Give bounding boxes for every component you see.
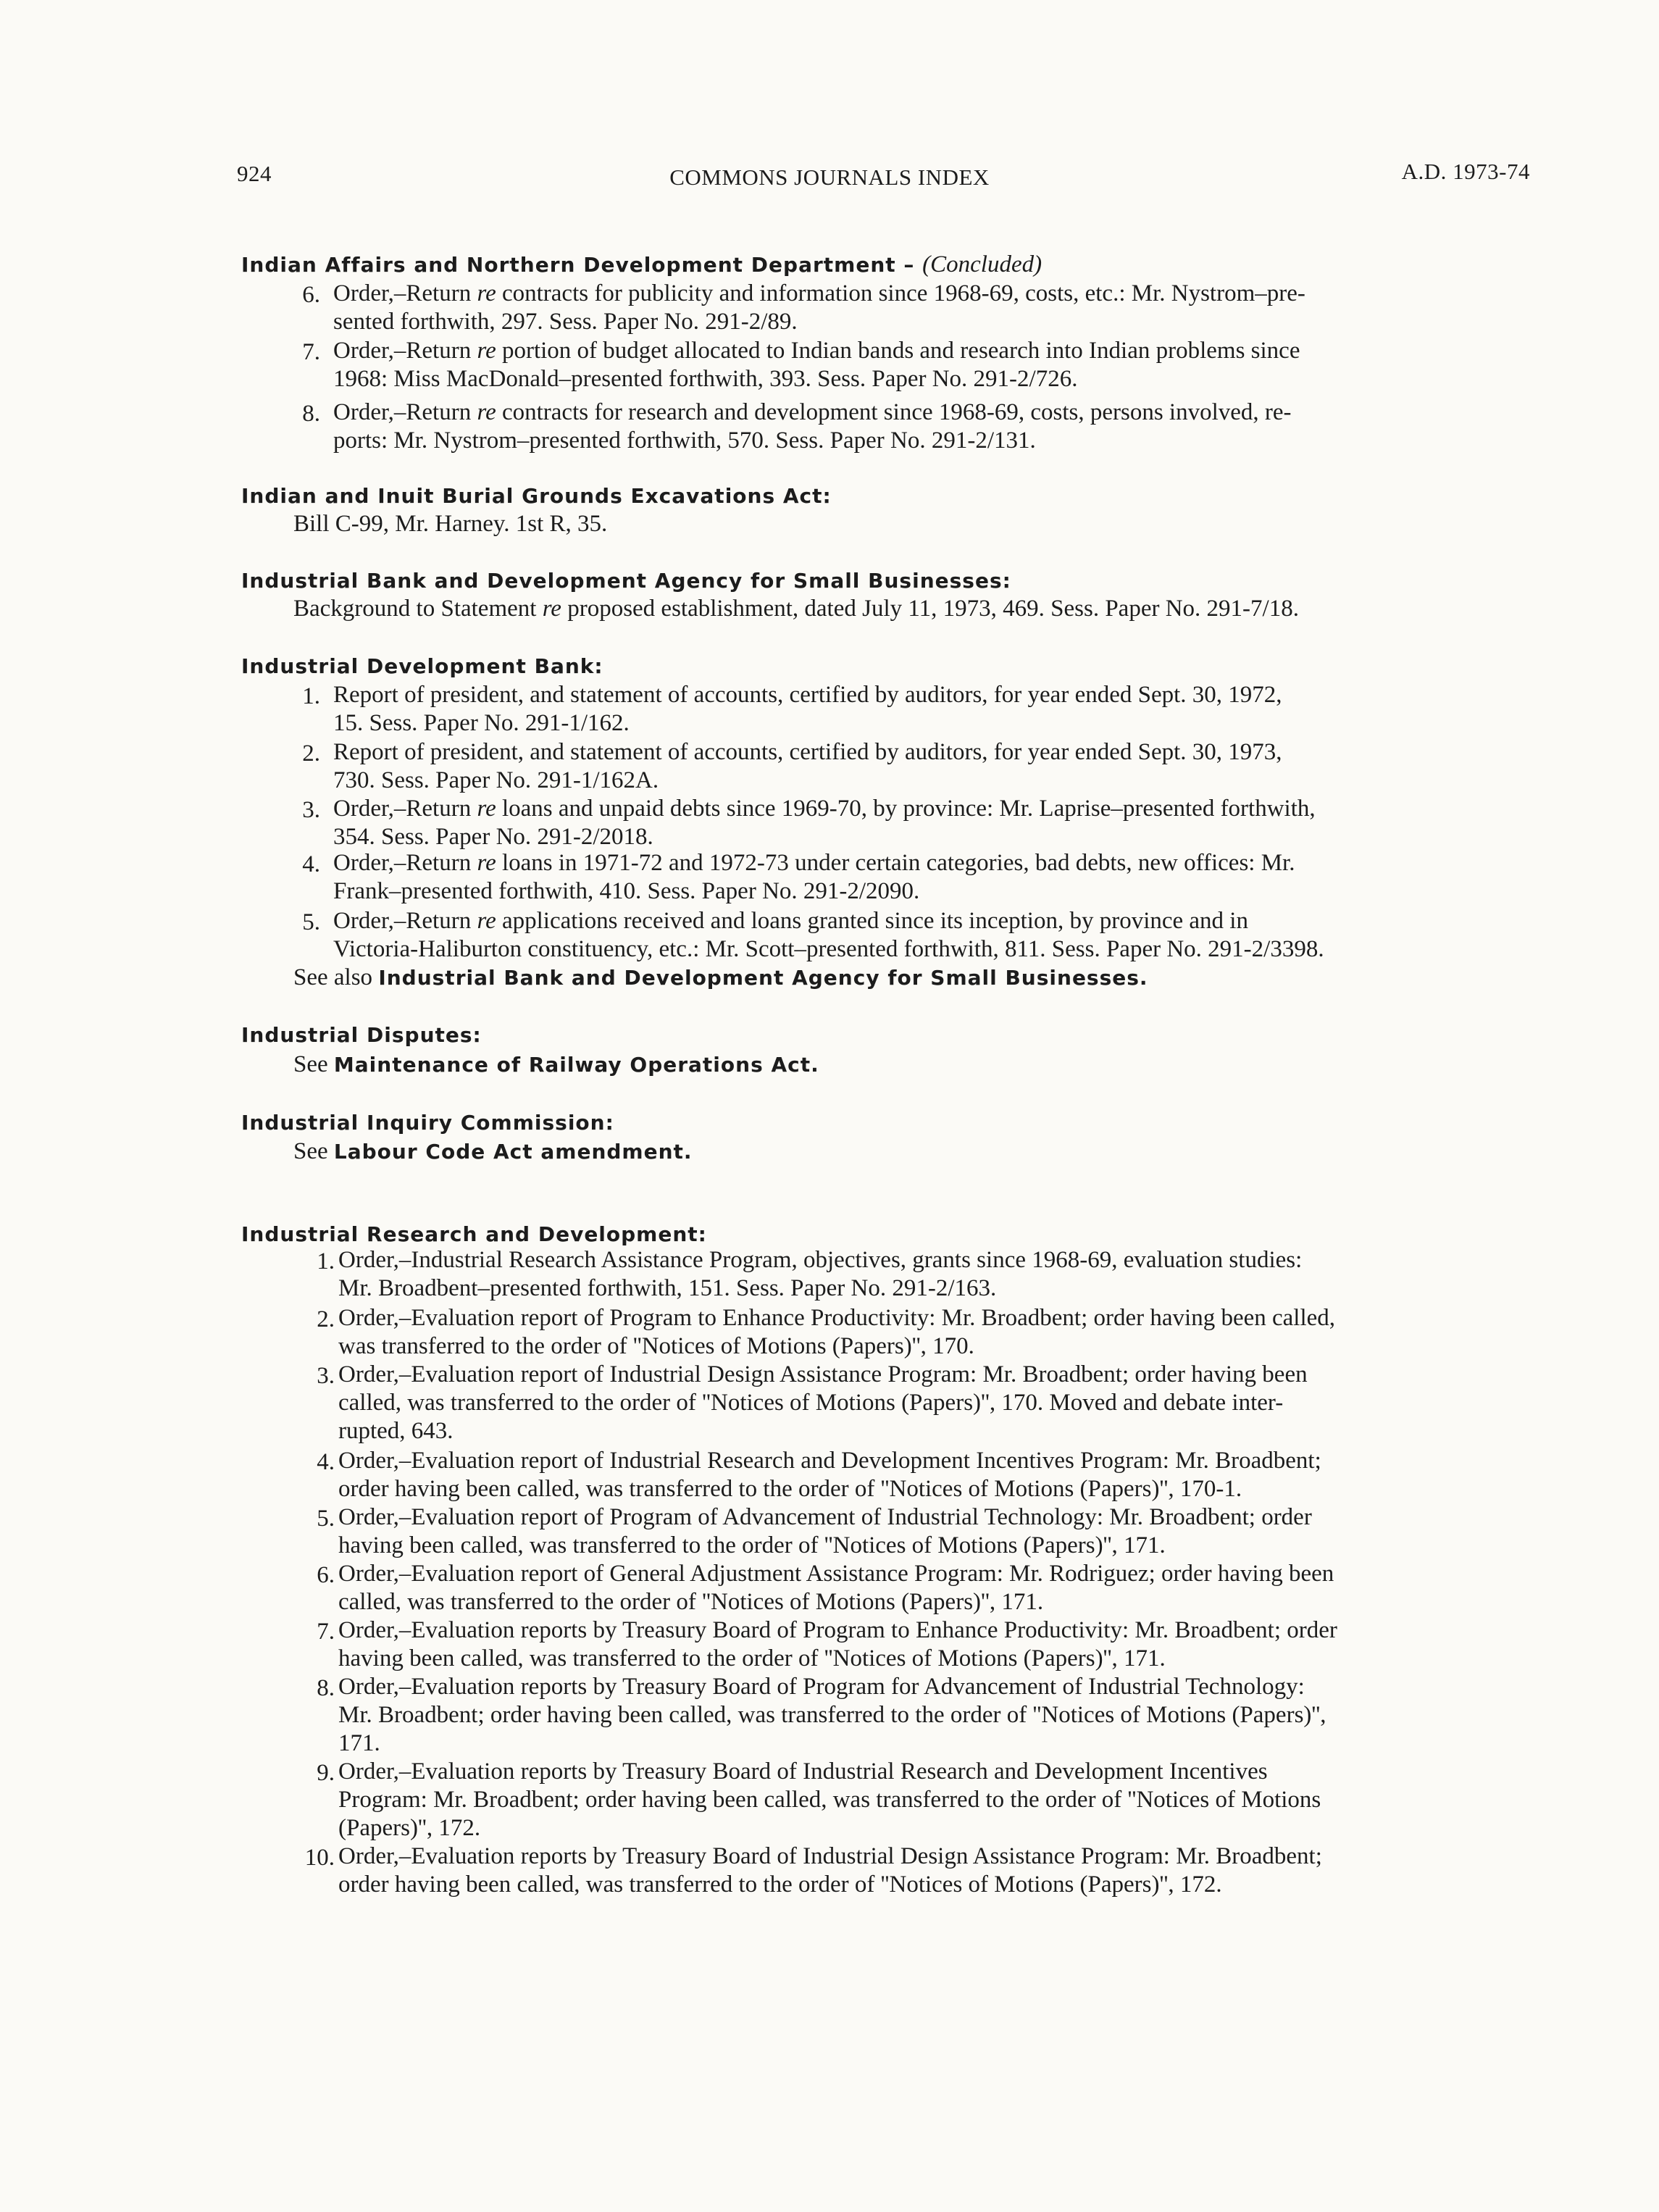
item-line: called, was transferred to the order of ''Notices of Motions (Papers)'', 171.: [338, 1589, 1044, 1615]
item-line: 730. Sess. Paper No. 291-1/162A.: [333, 767, 659, 793]
item-number: 5.: [317, 1506, 335, 1532]
item-number: 2.: [317, 1306, 335, 1332]
item-number: 3.: [317, 1363, 335, 1389]
item-number: 5.: [302, 909, 320, 935]
session-years: A.D. 1973-74: [1401, 159, 1530, 184]
item-line: Report of president, and statement of accounts, certified by auditors, for year ended Sept. 30, 1973,: [333, 739, 1282, 765]
item-number: 8.: [302, 401, 320, 427]
item-number: 1.: [302, 683, 320, 709]
list-item: [333, 738, 1533, 795]
page-number: 924: [237, 161, 272, 186]
list-item: [338, 1361, 1539, 1445]
entry-title-indian-affairs: [241, 251, 1042, 278]
item-line: sented forthwith, 297. Sess. Paper No. 291-2/89.: [333, 309, 798, 335]
item-number: 6.: [317, 1562, 335, 1588]
entry-title-text: Indian Affairs and Northern Development Department –: [241, 253, 915, 277]
see-reference: See Maintenance of Railway Operations Act.: [293, 1051, 819, 1077]
item-line: Order,–Evaluation reports by Treasury Board of Industrial Research and Development Incentives: [338, 1758, 1268, 1785]
item-number: 2.: [302, 740, 320, 767]
list-item: [333, 907, 1533, 964]
item-line: Order,–Evaluation reports by Treasury Board of Program for Advancement of Industrial Technology:: [338, 1674, 1305, 1700]
list-item: [333, 280, 1533, 336]
list-item: [338, 1447, 1539, 1503]
item-line: order having been called, was transferred to the order of ''Notices of Motions (Papers)'', 170-1.: [338, 1476, 1242, 1502]
list-item: [338, 1560, 1539, 1616]
item-line: Order,–Evaluation reports by Treasury Board of Industrial Design Assistance Program: Mr. Broadbent;: [338, 1843, 1322, 1869]
list-item: [338, 1758, 1539, 1842]
list-item: [333, 398, 1533, 455]
item-number: 7.: [302, 339, 320, 365]
item-line: 1968: Miss MacDonald–presented forthwith, 393. Sess. Paper No. 291-2/726.: [333, 366, 1078, 392]
entry-title-industrial-inquiry: Industrial Inquiry Commission:: [241, 1111, 614, 1135]
list-item: [338, 1304, 1539, 1361]
item-line: order having been called, was transferred to the order of ''Notices of Motions (Papers)'', 172.: [338, 1871, 1222, 1898]
item-line: Program: Mr. Broadbent; order having been called, was transferred to the order of ''Notices of Motions: [338, 1787, 1321, 1813]
item-line: was transferred to the order of ''Notices of Motions (Papers)'', 170.: [338, 1333, 974, 1359]
item-line: Order,–Return re loans and unpaid debts since 1969-70, by province: Mr. Laprise–presented forthwith,: [333, 796, 1316, 822]
item-number: 6.: [302, 282, 320, 308]
entry-title-industrial-bank-agency: Industrial Bank and Development Agency for Small Businesses:: [241, 569, 1011, 593]
list-item: [333, 849, 1533, 906]
item-number: 10.: [304, 1845, 335, 1871]
item-number: 1.: [317, 1248, 335, 1274]
continued-note: (Concluded): [922, 251, 1042, 277]
item-line: Order,–Evaluation report of General Adjustment Assistance Program: Mr. Rodriguez; order having been: [338, 1561, 1334, 1587]
item-line: ports: Mr. Nystrom–presented forthwith, 570. Sess. Paper No. 291-2/131.: [333, 427, 1036, 454]
list-item: [333, 795, 1533, 851]
item-line: Order,–Evaluation report of Program of Advancement of Industrial Technology: Mr. Broadbent; order: [338, 1504, 1312, 1530]
item-line: 171.: [338, 1730, 380, 1756]
see-reference: See Labour Code Act amendment.: [293, 1138, 693, 1164]
cross-reference: Labour Code Act amendment.: [333, 1140, 693, 1164]
item-line: Frank–presented forthwith, 410. Sess. Paper No. 291-2/2090.: [333, 878, 920, 904]
item-line: having been called, was transferred to the order of ''Notices of Motions (Papers)'', 171.: [338, 1532, 1166, 1558]
item-line: Order,–Evaluation report of Industrial Research and Development Incentives Program: Mr. Broadbent;: [338, 1448, 1321, 1474]
item-line: Report of president, and statement of accounts, certified by auditors, for year ended Sept. 30, 1972,: [333, 682, 1282, 708]
list-item: [333, 337, 1533, 393]
item-line: rupted, 643.: [338, 1418, 454, 1444]
item-line: Order,–Return re contracts for research and development since 1968-69, costs, persons involved, re-: [333, 399, 1292, 425]
item-line: Order,–Return re portion of budget allocated to Indian bands and research into Indian problems since: [333, 338, 1300, 364]
entry-title-burial-grounds: Indian and Inuit Burial Grounds Excavations Act:: [241, 484, 832, 508]
item-line: called, was transferred to the order of ''Notices of Motions (Papers)'', 170. Moved and debate inter-: [338, 1390, 1284, 1416]
entry-title-industrial-disputes: Industrial Disputes:: [241, 1023, 482, 1047]
list-item: [338, 1616, 1539, 1673]
item-number: 8.: [317, 1675, 335, 1701]
item-line: Order,–Evaluation reports by Treasury Board of Program to Enhance Productivity: Mr. Broadbent; order: [338, 1617, 1337, 1643]
item-number: 9.: [317, 1760, 335, 1786]
entry-text: Background to Statement re proposed establishment, dated July 11, 1973, 469. Sess. Paper No. 291-7/18.: [293, 596, 1299, 622]
cross-reference: Maintenance of Railway Operations Act.: [333, 1053, 819, 1077]
cross-reference: Industrial Bank and Development Agency for Small Businesses.: [378, 966, 1148, 990]
item-line: Order,–Return re applications received and loans granted since its inception, by province and in: [333, 908, 1248, 934]
list-item: [338, 1842, 1539, 1899]
entry-text: Bill C-99, Mr. Harney. 1st R, 35.: [293, 511, 608, 537]
list-item: [338, 1503, 1539, 1560]
see-also-reference: See also Industrial Bank and Development Agency for Small Businesses.: [293, 964, 1148, 990]
item-line: (Papers)'', 172.: [338, 1815, 481, 1841]
item-number: 4.: [302, 851, 320, 877]
item-line: Mr. Broadbent; order having been called, was transferred to the order of ''Notices of Motions (Papers)'',: [338, 1702, 1326, 1728]
item-line: Order,–Evaluation report of Industrial Design Assistance Program: Mr. Broadbent; order having been: [338, 1361, 1308, 1387]
item-line: 354. Sess. Paper No. 291-2/2018.: [333, 824, 653, 850]
item-line: Mr. Broadbent–presented forthwith, 151. Sess. Paper No. 291-2/163.: [338, 1275, 997, 1301]
item-number: 7.: [317, 1619, 335, 1645]
entry-title-industrial-development-bank: Industrial Development Bank:: [241, 654, 603, 678]
item-line: Order,–Return re loans in 1971-72 and 1972-73 under certain categories, bad debts, new offices: Mr.: [333, 850, 1295, 876]
item-line: Order,–Return re contracts for publicity and information since 1968-69, costs, etc.: Mr. Nystrom–pre-: [333, 280, 1305, 306]
list-item: [338, 1673, 1539, 1758]
entry-title-industrial-research: Industrial Research and Development:: [241, 1222, 707, 1246]
item-number: 4.: [317, 1449, 335, 1475]
item-line: Order,–Industrial Research Assistance Program, objectives, grants since 1968-69, evaluation studies:: [338, 1247, 1303, 1273]
item-line: Order,–Evaluation report of Program to Enhance Productivity: Mr. Broadbent; order having been called,: [338, 1305, 1336, 1331]
running-title: COMMONS JOURNALS INDEX: [669, 164, 990, 190]
item-line: 15. Sess. Paper No. 291-1/162.: [333, 710, 630, 736]
item-line: having been called, was transferred to the order of ''Notices of Motions (Papers)'', 171.: [338, 1645, 1166, 1671]
item-number: 3.: [302, 797, 320, 823]
list-item: [333, 681, 1533, 738]
list-item: [338, 1246, 1539, 1303]
item-line: Victoria-Haliburton constituency, etc.: Mr. Scott–presented forthwith, 811. Sess. Paper No. 291-2/3398.: [333, 936, 1324, 962]
